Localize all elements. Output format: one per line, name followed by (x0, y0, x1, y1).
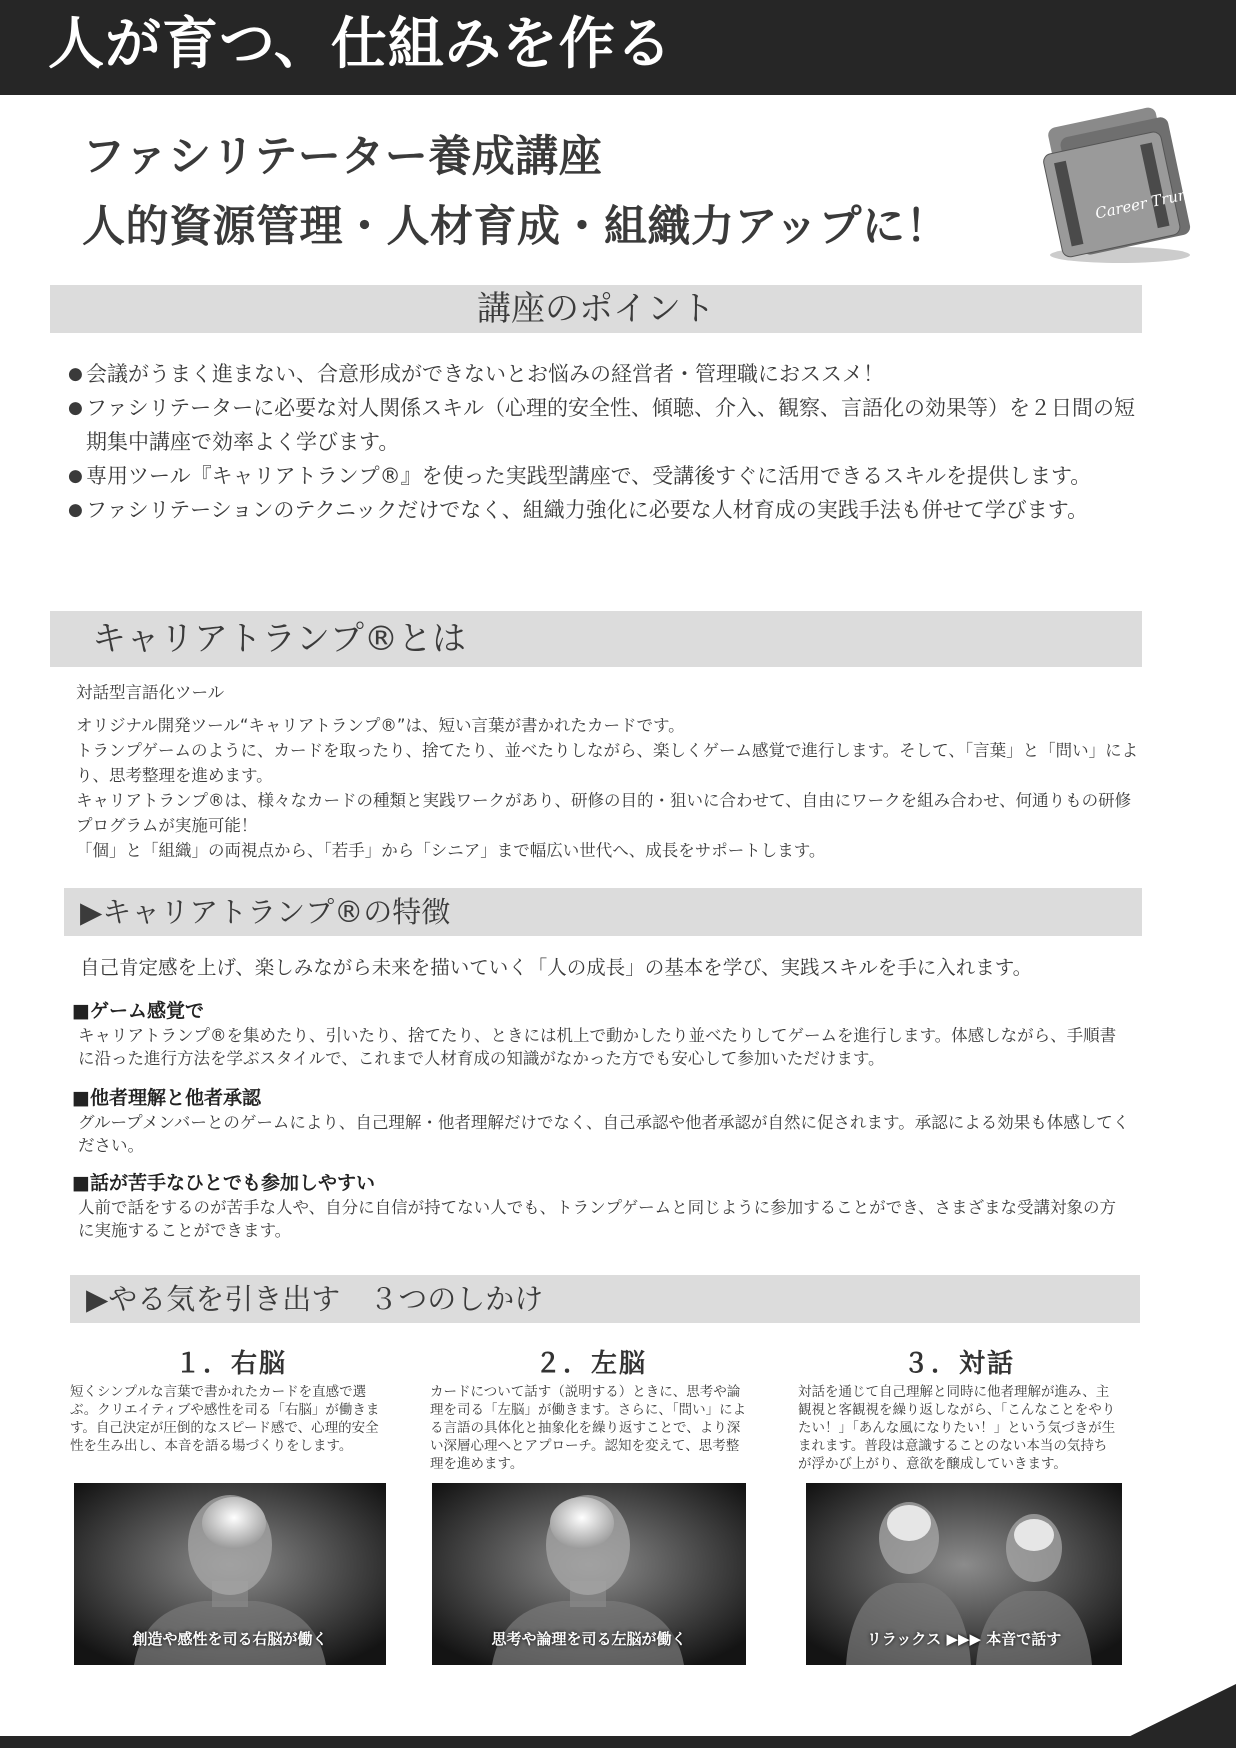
course-title-line-1: ファシリテーター養成講座 (82, 132, 603, 182)
photo-caption: 創造や感性を司る右脳が働く (132, 1630, 328, 1648)
dialogue-photo (806, 1483, 1122, 1665)
feature-text: グループメンバーとのゲームにより、自己理解・他者理解だけでなく、自己承認や他者承認が自然に促されます。承認による効果も体感してください。 (78, 1113, 1130, 1155)
feature-understanding (72, 1085, 1132, 1157)
about-paragraph: オリジナル開発ツール“キャリアトランプ®”は、短い言葉が書かれたカードです。 (76, 716, 685, 735)
features-heading: ▶キャリアトランプ®の特徴 (64, 888, 1142, 936)
about-paragraph: キャリアトランプ®は、様々なカードの種類と実践ワークがあり、研修の目的・狙いに合わせて、自由にワークを組み合わせ、何通りもの研修プログラムが実施可能！ (76, 791, 1132, 835)
footer-bar (0, 1736, 1236, 1748)
points-list (68, 357, 1138, 527)
about-heading: キャリアトランプ®とは (50, 611, 1142, 667)
about-paragraph: トランプゲームのように、カードを取ったり、捨てたり、並べたりしながら、楽しくゲーム感覚で進行します。そして、「言葉」と「問い」により、思考整理を進めます。 (76, 741, 1139, 785)
course-title-line-2: 人的資源管理・人材育成・組織力アップに！ (82, 202, 949, 252)
svg-text:Career Trump: Career Trump (1093, 182, 1203, 223)
right-brain-photo (74, 1483, 386, 1665)
feature-text: キャリアトランプ®を集めたり、引いたり、捨てたり、ときには机上で動かしたり並べたりしてゲームを進行します。体感しながら、手順書に沿った進行方法を学ぶスタイルで、これまで人材育成の知識がなかった方でも安心して参加いただけます。 (78, 1026, 1117, 1068)
feature-title: ■ゲーム感覚で (72, 1000, 204, 1022)
mechanism-title: ２．左脳 (534, 1349, 647, 1379)
mechanism-text: 対話を通じて自己理解と同時に他者理解が進み、主観視と客観視を繰り返しながら、「こんなことをやりたい！」「あんな風になりたい！」という気づきが生まれます。普段は意識することのない本当の気持ちが浮かび上がり、意欲を醸成していきます。 (798, 1384, 1116, 1472)
course-title (82, 122, 949, 262)
mechanisms-heading: ▶やる気を引き出す ３つのしかけ (70, 1275, 1140, 1323)
feature-title: ■話が苦手なひとでも参加しやすい (72, 1172, 375, 1194)
features-lead: 自己肯定感を上げ、楽しみながら未来を描いていく「人の成長」の基本を学び、実践スキルを手に入れます。 (80, 956, 1033, 979)
left-brain-photo (432, 1483, 746, 1665)
mechanism-text: カードについて話す（説明する）ときに、思考や論理を司る「左脳」が働きます。さらに、「問い」による言語の具体化と抽象化を繰り返すことで、より深い深層心理へとアプローチ。認知を変えて、思考整理を進めます。 (430, 1384, 747, 1472)
feature-easy-join (72, 1170, 1132, 1242)
photo-caption: 思考や論理を司る左脳が働く (491, 1630, 687, 1648)
mechanism-right-brain (70, 1347, 392, 1455)
point-item: ● ファシリテーションのテクニックだけでなく、組織力強化に必要な人材育成の実践手法も併せて学びます。 (68, 493, 1138, 527)
mechanism-text: 短くシンプルな言葉で書かれたカードを直感で選ぶ。クリエイティブや感性を司る「右脳」が働きます。自己決定が圧倒的なスピード感で、心理的安全性を生み出し、本音を語る場づくりをします。 (70, 1384, 380, 1454)
feature-title: ■他者理解と他者承認 (72, 1087, 261, 1109)
mechanism-title: ３．対話 (902, 1349, 1015, 1379)
mechanism-left-brain (430, 1347, 752, 1473)
mechanism-title: １．右脳 (174, 1349, 287, 1379)
points-heading: 講座のポイント (50, 285, 1142, 333)
mechanism-dialogue (798, 1347, 1120, 1473)
career-trump-cards-image (1030, 105, 1205, 265)
feature-text: 人前で話をするのが苦手な人や、自分に自信が持てない人でも、トランプゲームと同じように参加することができ、さまざまな受講対象の方に実施することができます。 (78, 1198, 1117, 1240)
about-body (76, 680, 1146, 863)
header-bar (0, 0, 1236, 95)
point-item: ● 会議がうまく進まない、合意形成ができないとお悩みの経営者・管理職におススメ！ (68, 357, 1138, 391)
header-title: 人が育つ、仕組みを作る (48, 12, 673, 77)
about-paragraph: 「個」と「組織」の両視点から、「若手」から「シニア」まで幅広い世代へ、成長をサポートします。 (76, 841, 826, 860)
point-item: ● ファシリテーターに必要な対人関係スキル（心理的安全性、傾聴、介入、観察、言語化の効果等）を２日間の短期集中講座で効率よく学びます。 (68, 391, 1138, 459)
photo-caption: リラックス ▶▶▶ 本音で話す (866, 1630, 1062, 1648)
feature-game (72, 998, 1132, 1070)
point-item: ● 専用ツール『キャリアトランプ®』を使った実践型講座で、受講後すぐに活用できるスキルを提供します。 (68, 459, 1138, 493)
about-subtitle: 対話型言語化ツール (76, 683, 225, 702)
